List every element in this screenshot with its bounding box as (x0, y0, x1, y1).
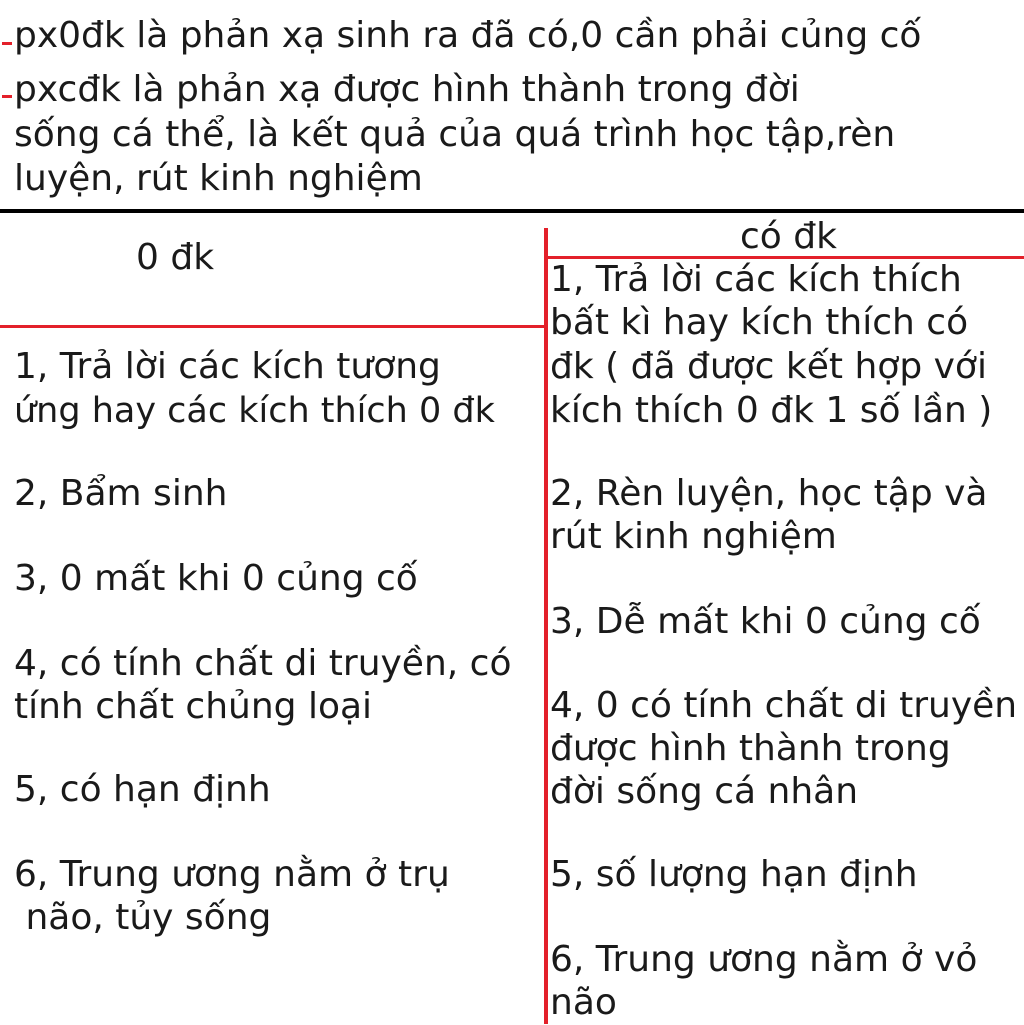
left-row-2: 2, Bẩm sinh (14, 473, 228, 514)
right-column-header: có đk (740, 216, 837, 257)
right-row-4c: đời sống cá nhân (550, 771, 859, 812)
left-row-1b: ứng hay các kích thích 0 đk (14, 391, 495, 431)
right-row-1d: kích thích 0 đk 1 số lần ) (550, 390, 993, 431)
right-row-1b: bất kì hay kích thích có (550, 302, 969, 343)
intro-line-4: luyện, rút kinh nghiệm (14, 158, 423, 199)
left-row-3: 3, 0 mất khi 0 củng cố (14, 558, 418, 599)
right-row-6b: não (550, 982, 617, 1023)
right-row-2a: 2, Rèn luyện, học tập và (550, 473, 988, 514)
left-row-6b: não, tủy sống (14, 897, 272, 938)
left-row-4a: 4, có tính chất di truyền, có (14, 643, 512, 684)
right-row-4b: được hình thành trong (550, 728, 951, 769)
bullet-dash-1 (2, 42, 12, 45)
right-row-2b: rút kinh nghiệm (550, 516, 837, 557)
table-top-border (0, 209, 1024, 213)
left-row-6a: 6, Trung ương nằm ở trụ (14, 854, 450, 895)
table-column-divider (544, 228, 548, 1024)
right-row-5: 5, số lượng hạn định (550, 854, 918, 895)
intro-line-3: sống cá thể, là kết quả của quá trình học tập,rèn (14, 114, 896, 155)
left-row-4b: tính chất chủng loại (14, 686, 373, 727)
left-column-header: 0 đk (136, 237, 215, 278)
intro-line-2: pxcđk là phản xạ được hình thành trong đời (14, 69, 800, 110)
table-left-header-divider (0, 325, 548, 328)
left-row-1a: 1, Trả lời các kích tương (14, 346, 441, 387)
right-row-4a: 4, 0 có tính chất di truyền (550, 685, 1018, 726)
bullet-dash-2 (2, 95, 12, 98)
intro-line-1: px0đk là phản xạ sinh ra đã có,0 cần phải củng cố (14, 15, 922, 56)
right-row-1c: đk ( đã được kết hợp với (550, 346, 987, 387)
right-row-6a: 6, Trung ương nằm ở vỏ (550, 939, 978, 980)
right-row-1a: 1, Trả lời các kích thích (550, 259, 962, 300)
left-row-5: 5, có hạn định (14, 769, 271, 810)
right-row-3: 3, Dễ mất khi 0 củng cố (550, 601, 981, 642)
